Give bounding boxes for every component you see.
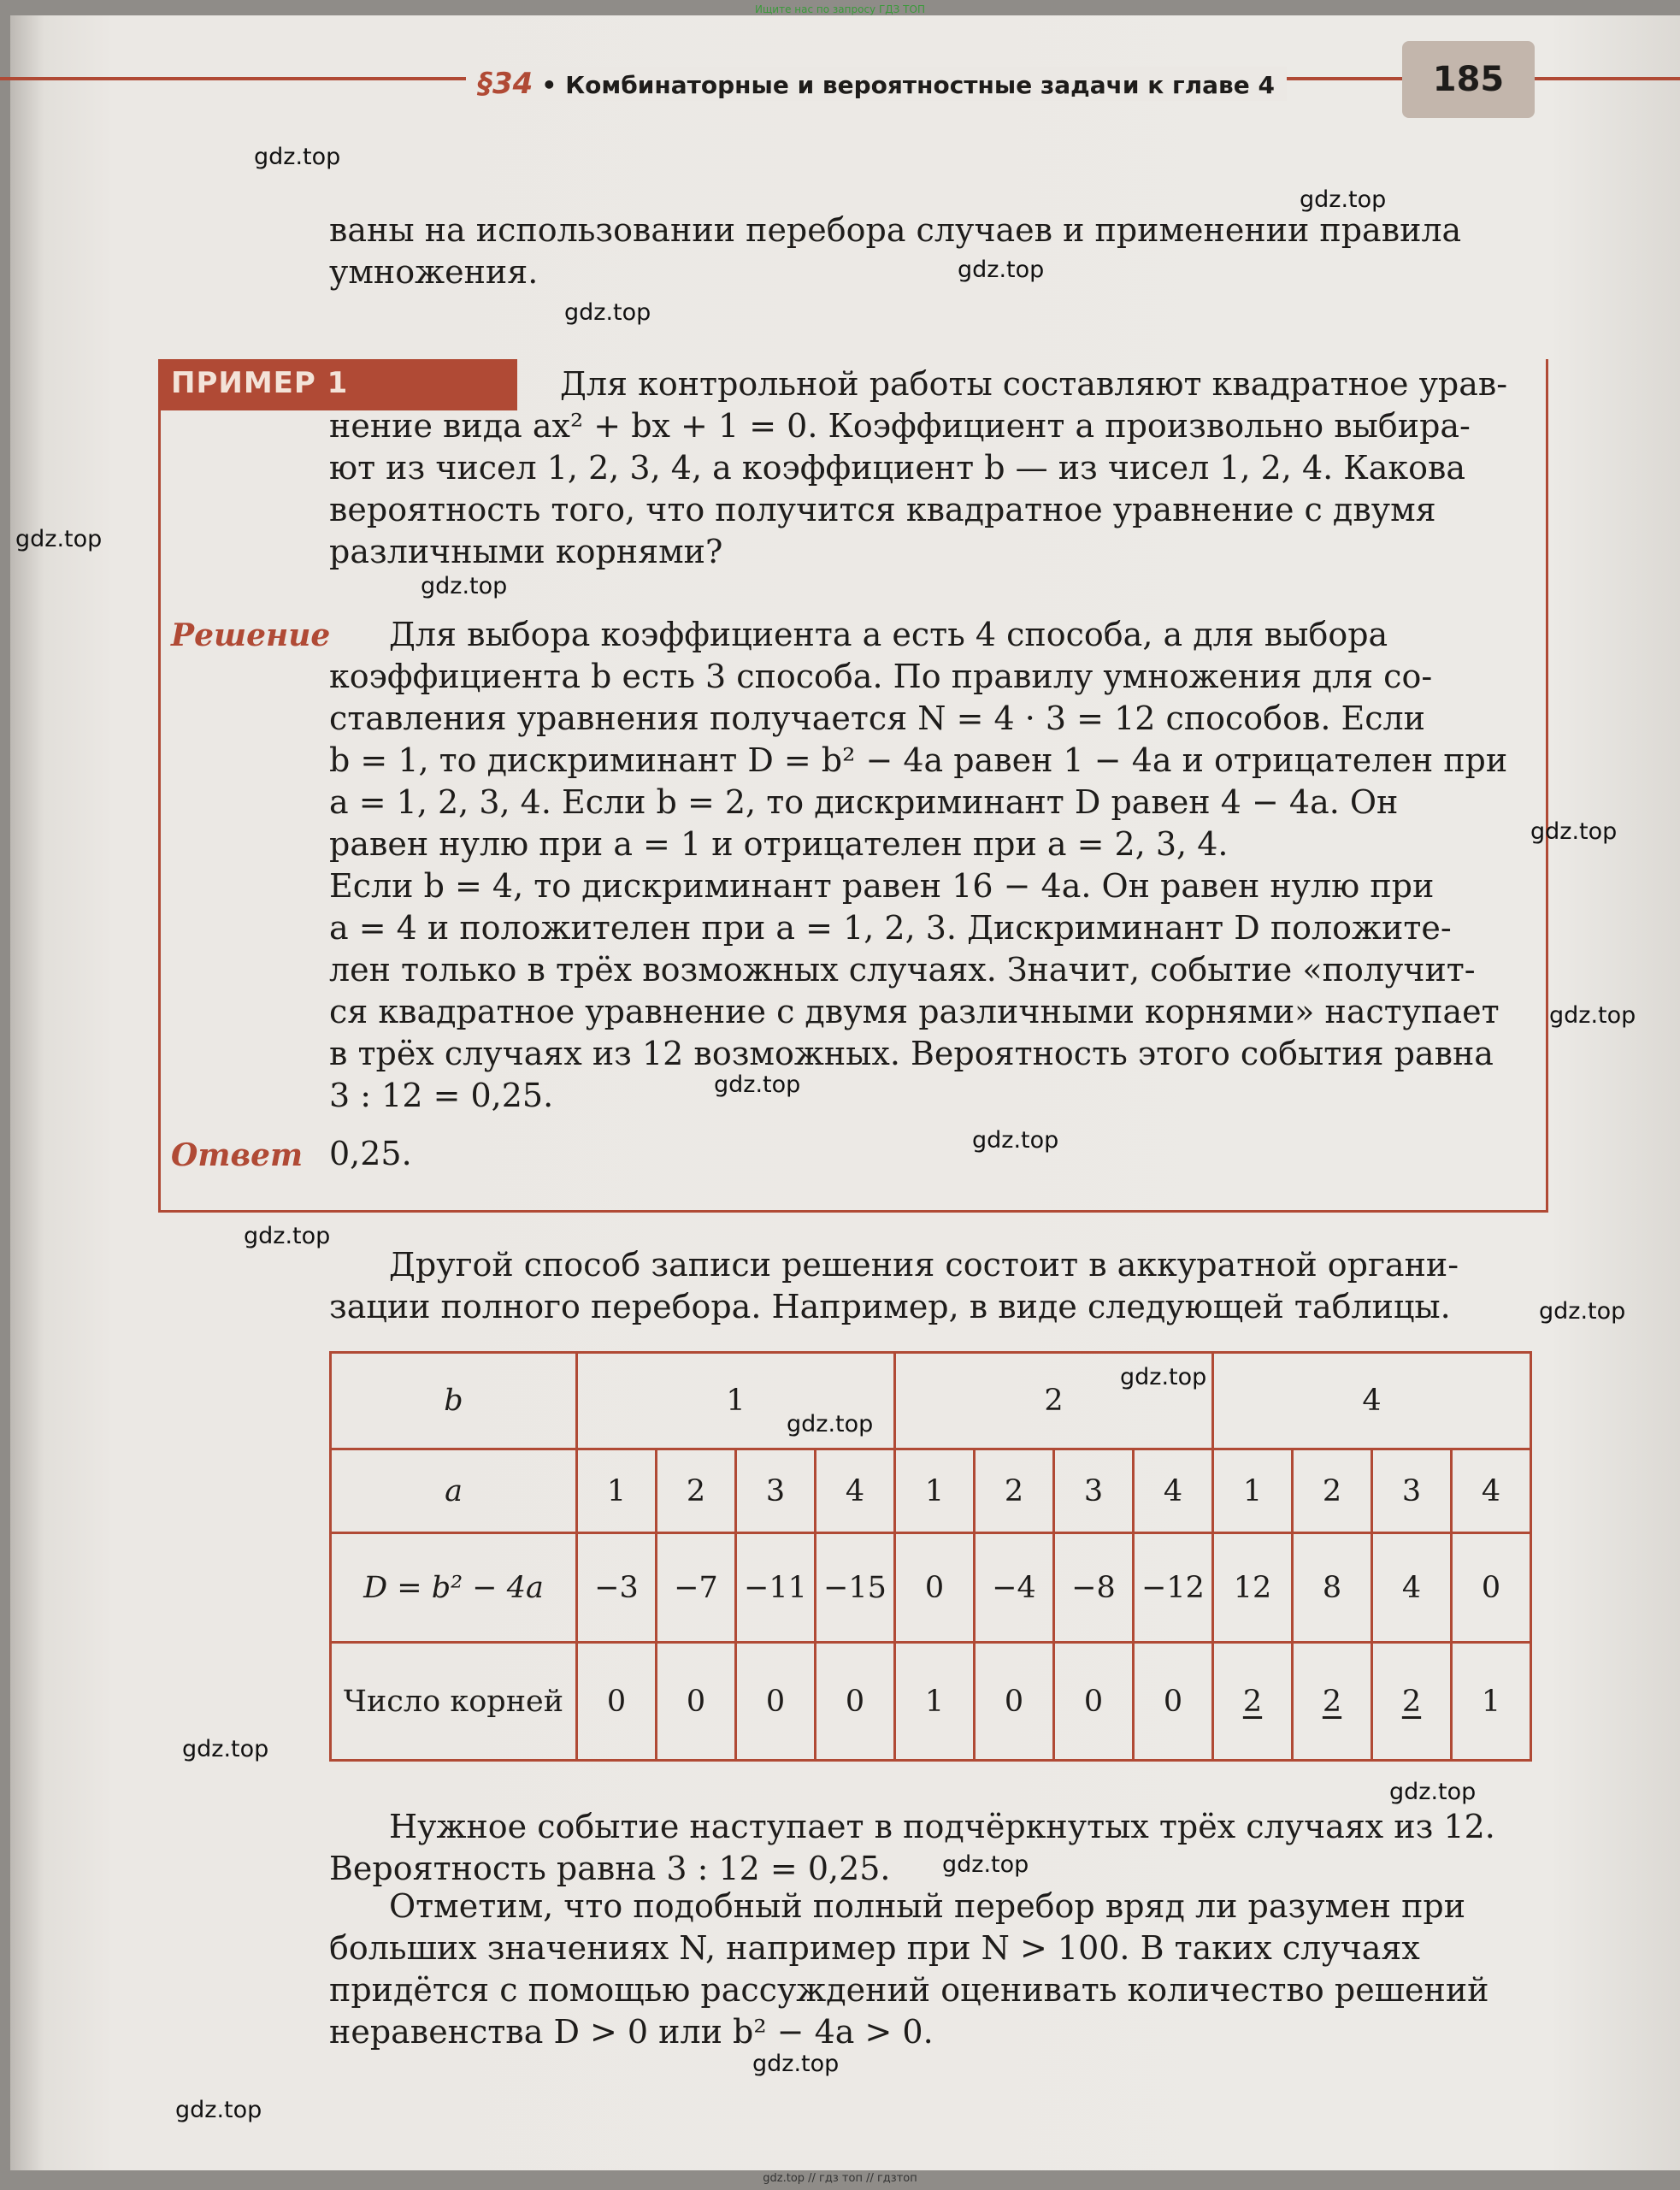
text-line: неравенства D > 0 или b² − 4a > 0.: [329, 2013, 934, 2051]
d-value-cell: 4: [1372, 1533, 1452, 1643]
roots-cell-underlined: 2: [1372, 1643, 1452, 1761]
text-line: вероятность того, что получится квадратное уравнение с двумя: [329, 491, 1436, 528]
d-value-cell: −12: [1134, 1533, 1213, 1643]
text-line: Если b = 4, то дискриминант равен 16 − 4a. Он равен нулю при: [329, 867, 1435, 905]
text-line: коэффициента b есть 3 способа. По правилу умножения для со-: [329, 658, 1433, 695]
text-line: a = 4 и положителен при a = 1, 2, 3. Дискриминант D положите-: [329, 909, 1452, 947]
answer-value: 0,25.: [329, 1135, 412, 1172]
a-value-cell: 4: [816, 1449, 895, 1533]
roots-cell: 0: [577, 1643, 657, 1761]
roots-cell: 0: [816, 1643, 895, 1761]
header-bullet: •: [541, 71, 557, 99]
watermark: gdz.top: [1120, 1364, 1207, 1390]
d-value-cell: 12: [1213, 1533, 1293, 1643]
text-line: в трёх случаях из 12 возможных. Вероятность этого события равна: [329, 1035, 1494, 1072]
roots-cell: 0: [657, 1643, 736, 1761]
watermark: gdz.top: [244, 1223, 331, 1249]
watermark: gdz.top: [182, 1736, 269, 1762]
d-value-cell: 0: [1452, 1533, 1531, 1643]
bottom-note: gdz.top // гдз топ // гдзтоп: [763, 2172, 917, 2185]
a-value-cell: 1: [895, 1449, 975, 1533]
row-label-a: a: [331, 1449, 577, 1533]
a-value-cell: 2: [1293, 1449, 1372, 1533]
after-table-paragraph: [329, 1806, 1543, 1890]
watermark: gdz.top: [1530, 818, 1618, 845]
chapter-title: Комбинаторные и вероятностные задачи к главе 4: [565, 71, 1275, 99]
roots-cell: 0: [975, 1643, 1054, 1761]
text-line: ставления уравнения получается N = 4 · 3 = 12 способов. Если: [329, 700, 1425, 737]
watermark: gdz.top: [1539, 1298, 1626, 1325]
text-line: Нужное событие наступает в подчёркнутых трёх случаях из 12.: [389, 1808, 1495, 1845]
roots-cell: 0: [736, 1643, 816, 1761]
roots-cell: 0: [1054, 1643, 1134, 1761]
d-value-cell: −7: [657, 1533, 736, 1643]
text-line: Отметим, что подобный полный перебор вряд ли разумен при: [389, 1887, 1466, 1925]
watermark: gdz.top: [15, 526, 103, 552]
top-note: Ищите нас по запросу ГДЗ ТОП: [755, 3, 925, 15]
text-line: Вероятность равна 3 : 12 = 0,25.: [329, 1850, 891, 1887]
watermark: gdz.top: [1389, 1779, 1477, 1805]
d-value-cell: −3: [577, 1533, 657, 1643]
intro-paragraph: [329, 210, 1543, 293]
d-value-cell: −4: [975, 1533, 1054, 1643]
roots-cell-underlined: 2: [1293, 1643, 1372, 1761]
solution-label: Решение: [171, 617, 331, 653]
watermark: gdz.top: [958, 257, 1045, 283]
text-line: различными корнями?: [329, 533, 723, 570]
row-label-roots: Число корней: [331, 1643, 577, 1761]
b-value-cell: 4: [1213, 1353, 1531, 1449]
text-line: a = 1, 2, 3, 4. Если b = 2, то дискриминант D равен 4 − 4a. Он: [329, 783, 1399, 821]
table-row: [331, 1533, 1531, 1643]
row-label-b: b: [331, 1353, 577, 1449]
a-value-cell: 2: [657, 1449, 736, 1533]
watermark: gdz.top: [254, 144, 341, 170]
text-line: Для контрольной работы составляют квадратное урав-: [560, 365, 1508, 403]
watermark: gdz.top: [714, 1071, 801, 1098]
section-number: §34: [478, 67, 533, 101]
d-value-cell: −8: [1054, 1533, 1134, 1643]
a-value-cell: 3: [1054, 1449, 1134, 1533]
watermark: gdz.top: [752, 2051, 840, 2077]
text-line: Для выбора коэффициента a есть 4 способа, а для выбора: [389, 616, 1388, 653]
watermark: gdz.top: [972, 1127, 1059, 1154]
watermark: gdz.top: [1549, 1002, 1636, 1029]
d-value-cell: −11: [736, 1533, 816, 1643]
a-value-cell: 3: [1372, 1449, 1452, 1533]
text-line: ся квадратное уравнение с двумя различными корнями» наступает: [329, 993, 1500, 1030]
text-line: ют из чисел 1, 2, 3, 4, а коэффициент b — из чисел 1, 2, 4. Какова: [329, 449, 1466, 487]
text-line: умножения.: [329, 253, 539, 291]
text-line: b = 1, то дискриминант D = b² − 4a равен 1 − 4a и отрицателен при: [329, 741, 1508, 779]
b-value-cell: 2: [895, 1353, 1213, 1449]
roots-cell: 1: [1452, 1643, 1531, 1761]
watermark: gdz.top: [564, 299, 651, 326]
d-value-cell: 8: [1293, 1533, 1372, 1643]
text-line: нение вида ax² + bx + 1 = 0. Коэффициент a произвольно выбира-: [329, 407, 1471, 445]
a-value-cell: 1: [1213, 1449, 1293, 1533]
table-row: [331, 1643, 1531, 1761]
roots-cell-underlined: 2: [1213, 1643, 1293, 1761]
table-intro: [329, 1244, 1543, 1328]
roots-cell: 0: [1134, 1643, 1213, 1761]
a-value-cell: 4: [1452, 1449, 1531, 1533]
text-line: зации полного перебора. Например, в виде следующей таблицы.: [329, 1288, 1451, 1325]
row-label-discriminant: D = b² − 4a: [331, 1533, 577, 1643]
watermark: gdz.top: [421, 573, 508, 599]
table-row: [331, 1449, 1531, 1533]
answer-label: Ответ: [171, 1137, 304, 1173]
text-line: равен нулю при a = 1 и отрицателен при a = 2, 3, 4.: [329, 825, 1229, 863]
watermark: gdz.top: [942, 1851, 1029, 1878]
table-row: [331, 1353, 1531, 1449]
page-number: 185: [1402, 41, 1535, 118]
text-line: 3 : 12 = 0,25.: [329, 1077, 554, 1114]
example-solution: [329, 614, 1543, 1117]
a-value-cell: 4: [1134, 1449, 1213, 1533]
d-value-cell: −15: [816, 1533, 895, 1643]
a-value-cell: 3: [736, 1449, 816, 1533]
watermark: gdz.top: [1300, 186, 1387, 213]
example-label: ПРИМЕР 1: [171, 366, 349, 400]
text-line: лен только в трёх возможных случаях. Значит, событие «получит-: [329, 951, 1476, 989]
text-line: ваны на использовании перебора случаев и применении правила: [329, 211, 1462, 249]
a-value-cell: 1: [577, 1449, 657, 1533]
roots-cell: 1: [895, 1643, 975, 1761]
final-paragraph: [329, 1886, 1543, 2053]
example-problem: [329, 363, 1543, 573]
enumeration-table: [329, 1351, 1532, 1762]
text-line: больших значениях N, например при N > 100. В таких случаях: [329, 1929, 1420, 1967]
watermark: gdz.top: [787, 1411, 874, 1437]
a-value-cell: 2: [975, 1449, 1054, 1533]
text-line: придётся с помощью рассуждений оценивать количество решений: [329, 1971, 1489, 2009]
text-line: Другой способ записи решения состоит в аккуратной органи-: [389, 1246, 1459, 1284]
b-value-cell: 1: [577, 1353, 895, 1449]
watermark: gdz.top: [175, 2097, 262, 2123]
running-header: [466, 67, 1287, 101]
d-value-cell: 0: [895, 1533, 975, 1643]
